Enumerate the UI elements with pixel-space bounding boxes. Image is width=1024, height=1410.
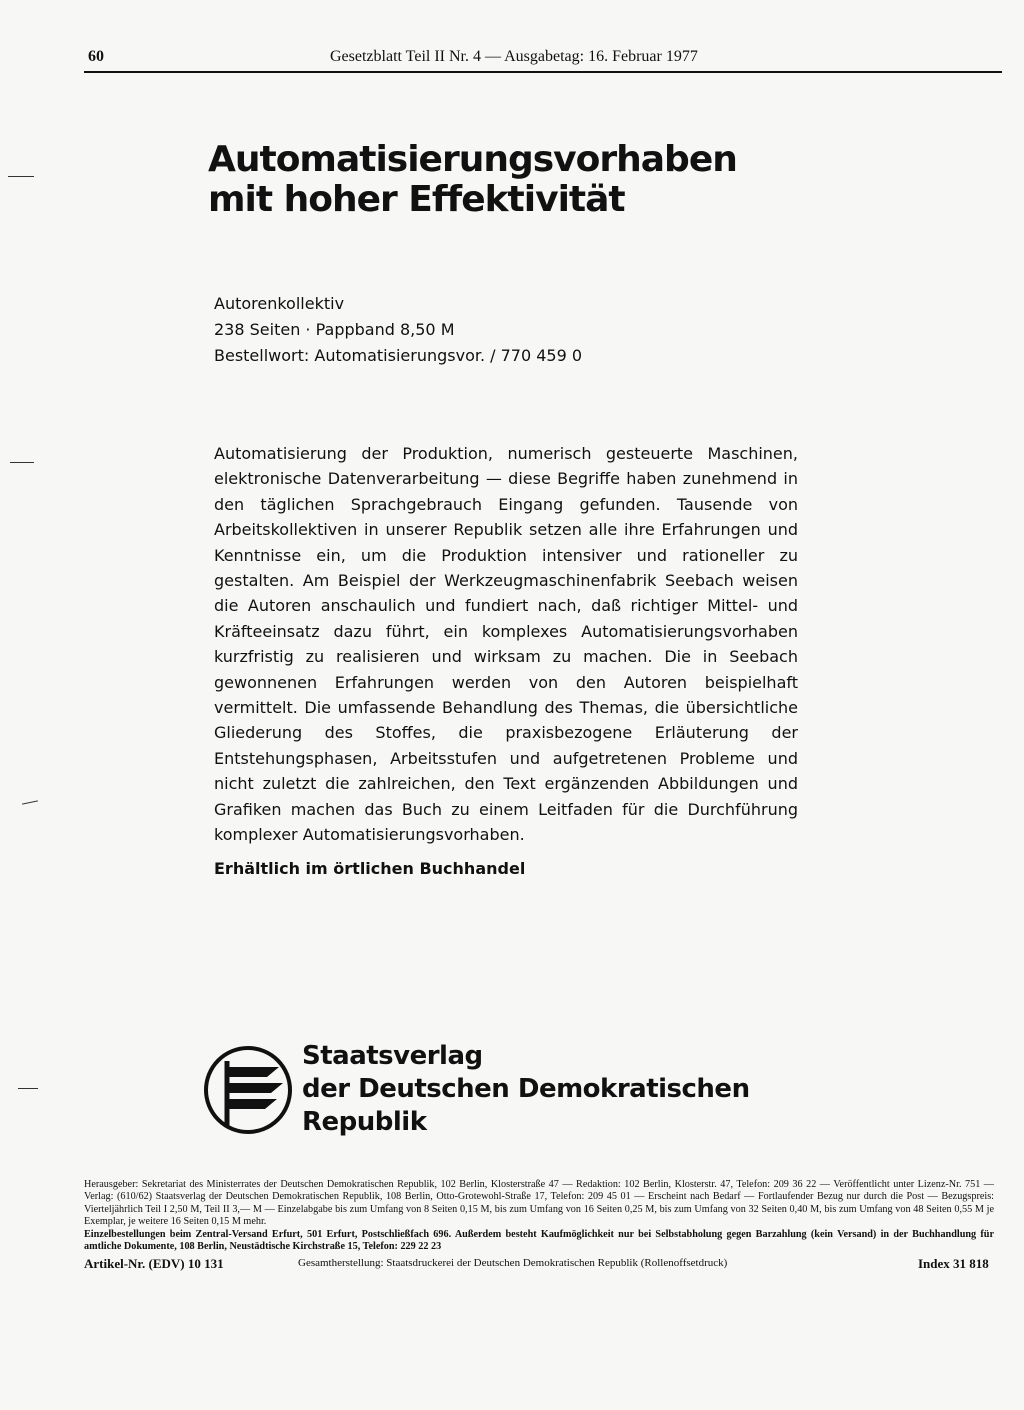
availability-note: Erhältlich im örtlichen Buchhandel — [214, 859, 526, 878]
margin-mark — [10, 462, 34, 463]
book-pages-price: 238 Seiten · Pappband 8,50 M — [214, 320, 455, 339]
imprint — [84, 1179, 994, 1253]
printer-info: Gesamtherstellung: Staatsdruckerei der Deutschen Demokratischen Republik (Rollenoffsetdruck) — [298, 1257, 728, 1269]
publisher-name-line-3: Republik — [302, 1107, 427, 1137]
book-order-code: Bestellwort: Automatisierungsvor. / 770 459 0 — [214, 346, 583, 365]
margin-mark — [8, 176, 34, 177]
publisher-name — [302, 1040, 750, 1139]
publisher-name-line-2: der Deutschen Demokratischen — [302, 1074, 750, 1104]
imprint-publisher-info: Herausgeber: Sekretariat des Ministerrates der Deutschen Demokratischen Republik, 102 Berlin, Klosterstraße 47 — Redaktion: 102 Berlin, Klosterstr. 47, Telefon: 209 36 22 — Veröffentlicht unter Lizenz-Nr. 751 — Verlag: (610/62) Staatsverlag der Deutschen Demokratischen Republik, 108 Berlin, Otto-Grotewohl-Straße 17, Telefon: 209 45 01 — Erscheint nach Bedarf — Fortlaufender Bezug nur durch die Post — Bezugspreis: Vierteljährlich Teil I 2,50 M, Teil II 3,— M — Einzelabgabe bis zum Umfang von 8 Seiten 0,15 M, bis zum Umfang von 16 Seiten 0,25 M, bis zum Umfang von 32 Seiten 0,40 M, bis zum Umfang von 48 Seiten 0,55 M je Exemplar, je weitere 16 Seiten 0,15 M mehr. — [84, 1179, 994, 1228]
publisher-name-line-1: Staatsverlag — [302, 1041, 483, 1071]
index-number: Index 31 818 — [918, 1256, 989, 1271]
article-number: Artikel-Nr. (EDV) 10 131 — [84, 1256, 224, 1271]
book-info — [214, 291, 582, 369]
book-authors: Autorenkollektiv — [214, 294, 345, 313]
gazette-header-title: Gesetzblatt Teil II Nr. 4 — Ausgabetag: 16. Februar 1977 — [330, 48, 698, 65]
imprint-order-info: Einzelbestellungen beim Zentral-Versand Erfurt, 501 Erfurt, Postschließfach 696. Außerdem besteht Kaufmöglichkeit nur bei Selbstabholung gegen Barzahlung (kein Versand) in der Buchhandlung für amtliche Dokumente, 108 Berlin, Neustädtische Kirchstraße 15, Telefon: 229 22 23 — [84, 1228, 994, 1253]
ad-title — [208, 140, 737, 220]
publisher-logo-icon — [203, 1045, 293, 1135]
book-description: Automatisierung der Produktion, numerisch gesteuerte Maschinen, elektronische Datenverarbeitung — diese Begriffe haben zunehmend in den täglichen Sprachgebrauch Eingang gefunden. Tausende von Arbeitskollektiven in unserer Republik setzen alle ihre Erfahrungen und Kenntnisse ein, um die Produktion intensiver und rationeller zu gestalten. Am Beispiel der Werkzeugmaschinenfabrik Seebach weisen die Autoren anschaulich und fundiert nach, daß richtiger Mittel- und Kräfteeinsatz dazu führt, ein komplexes Automatisierungsvorhaben kurzfristig zu realisieren und wirksam zu machen. Die in Seebach gewonnenen Erfahrungen werden von den Autoren beispielhaft vermittelt. Die umfassende Behandlung des Themas, die übersichtliche Gliederung des Stoffes, die praxisbezogene Erläuterung der Entstehungsphasen, Arbeitsstufen und aufgetretenen Probleme und nicht zuletzt die zahlreichen, den Text ergänzenden Abbildungen und Grafiken machen das Buch zu einem Leitfaden für die Durchführung komplexer Automatisierungsvorhaben. — [214, 444, 798, 845]
header-rule — [84, 71, 1002, 73]
page-number: 60 — [88, 48, 104, 65]
ad-title-line-2: mit hoher Effektivität — [208, 179, 625, 220]
margin-mark — [18, 1088, 38, 1089]
ad-title-line-1: Automatisierungsvorhaben — [208, 139, 737, 180]
margin-mark — [22, 800, 38, 804]
